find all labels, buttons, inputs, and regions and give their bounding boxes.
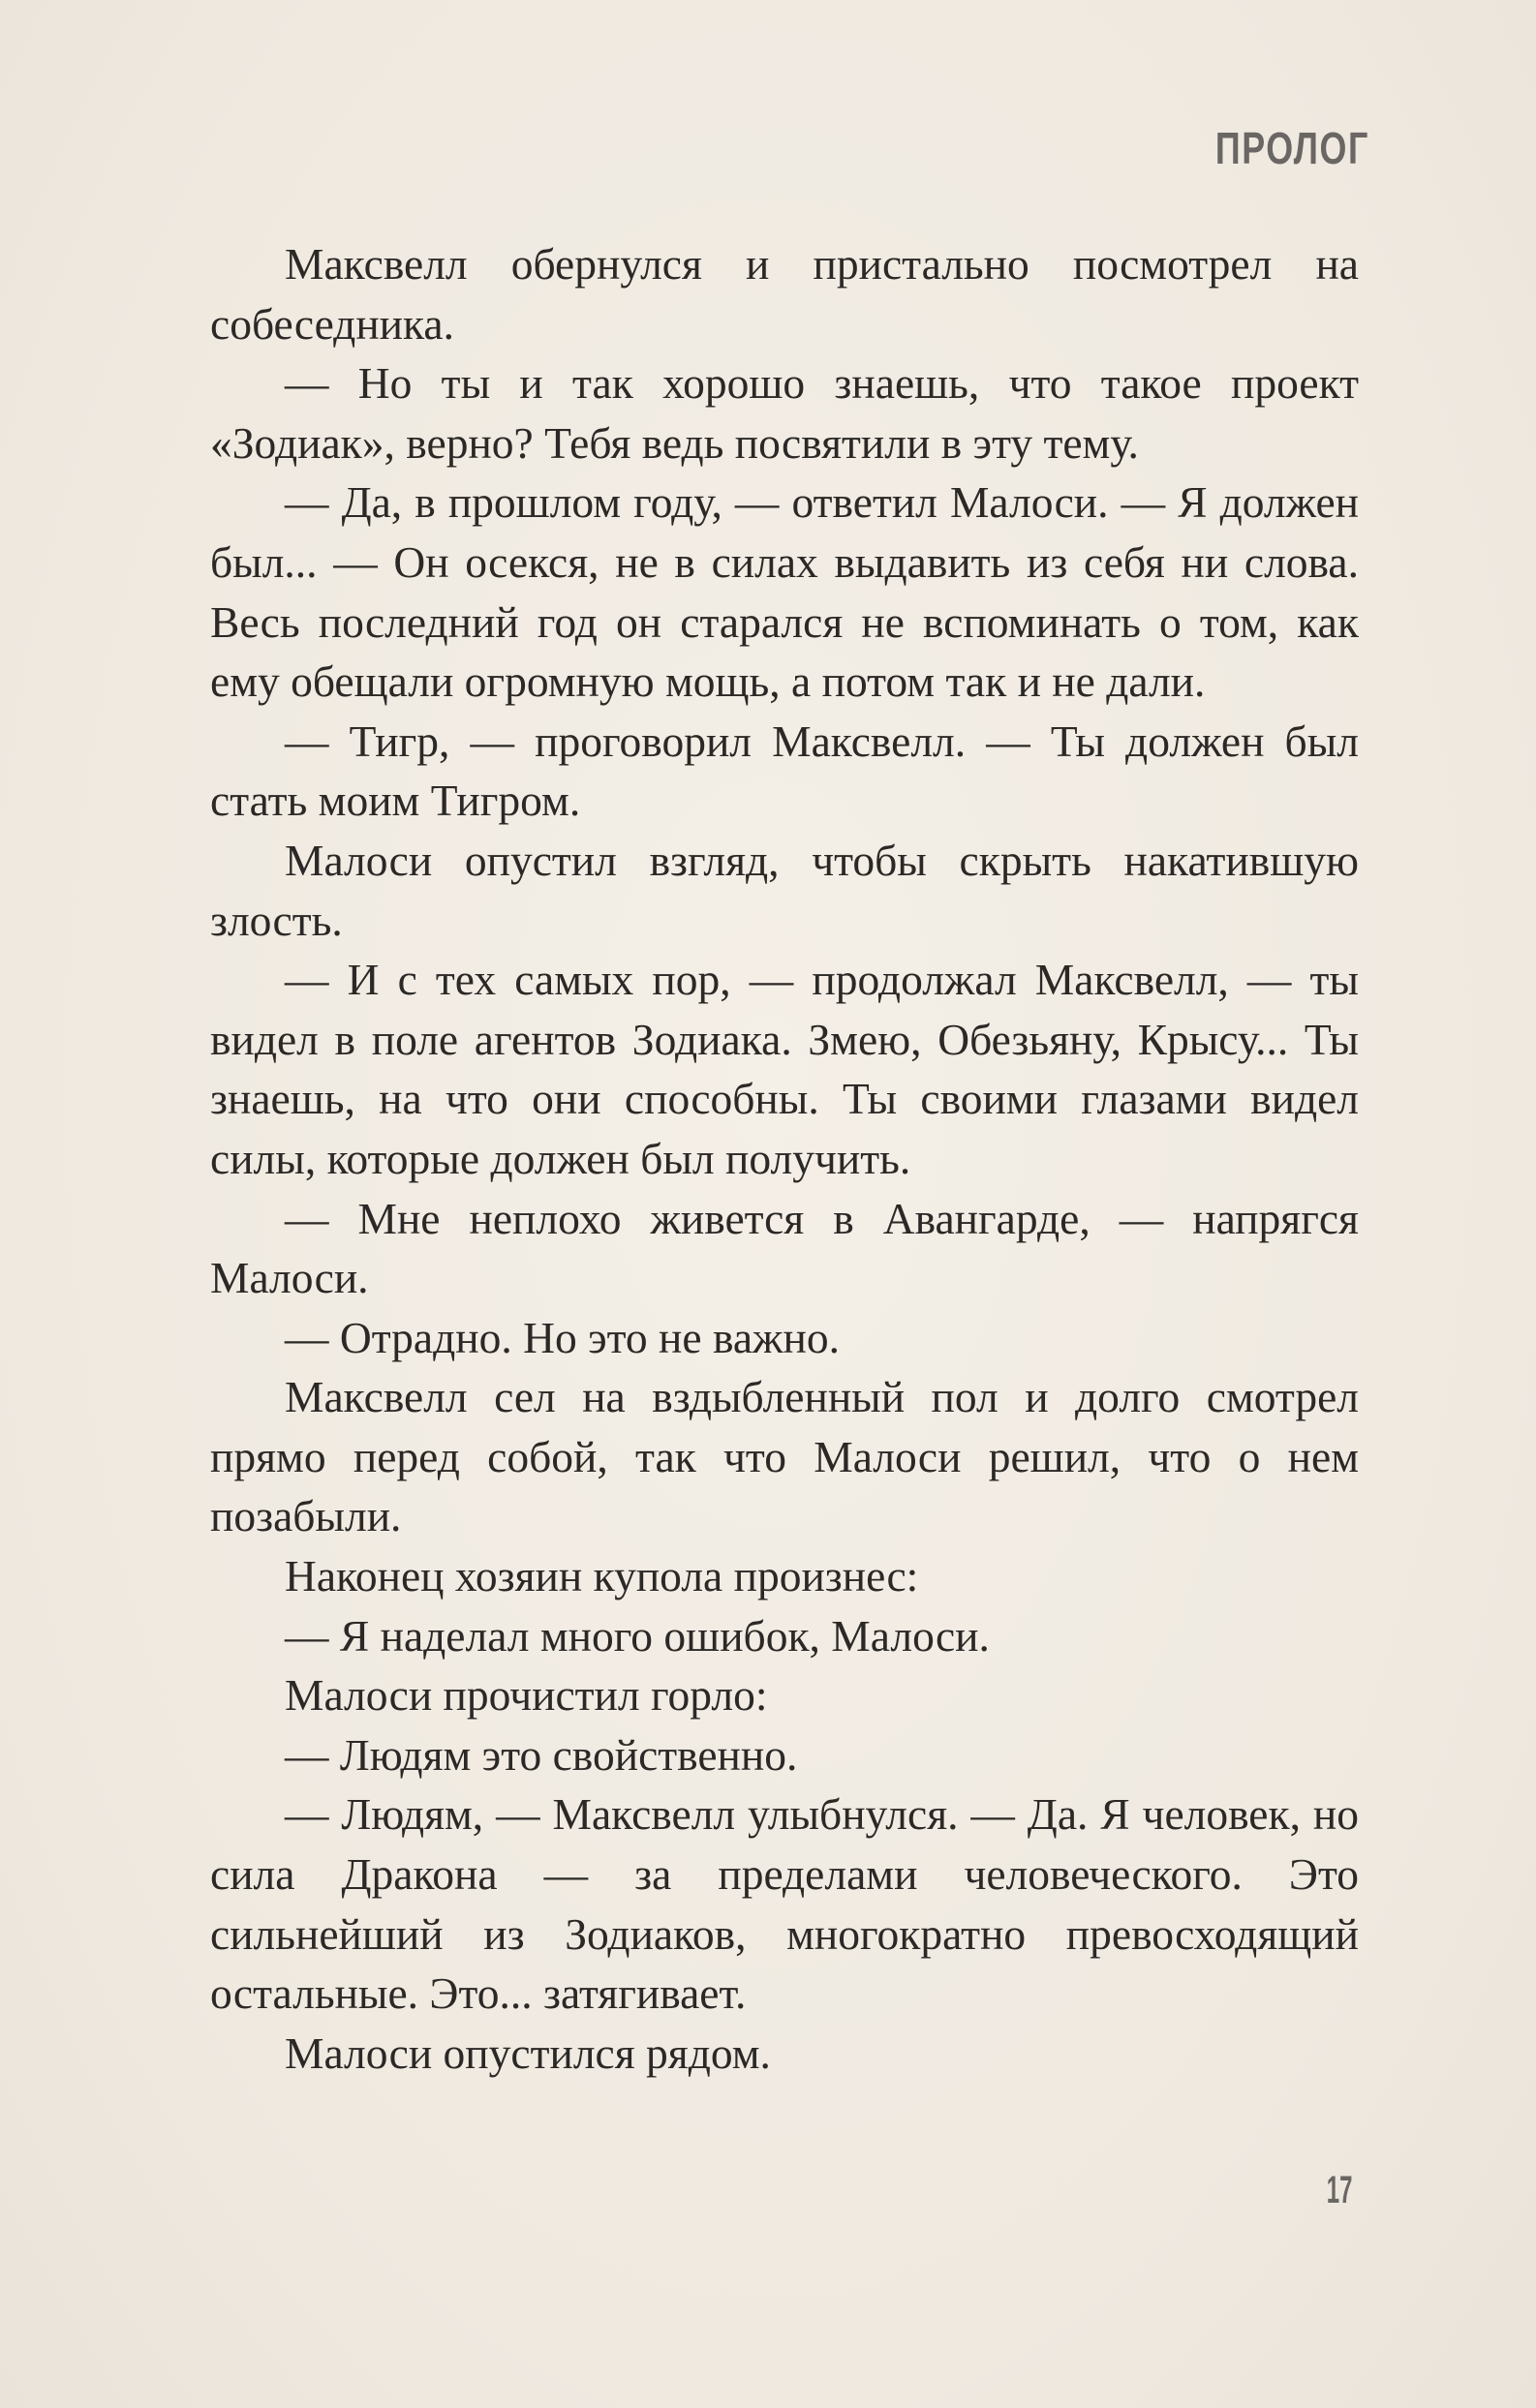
paragraph: Малоси прочистил горло: (285, 1670, 768, 1721)
running-head: ПРОЛОГ (1214, 123, 1369, 173)
paragraph: — Отрадно. Но это не важно. (285, 1312, 840, 1362)
paragraph: — Я наделал много ошибок, Малоси. (285, 1610, 990, 1661)
paragraph: Малоси опустился рядом. (285, 2027, 771, 2078)
paragraph: Максвелл сел на вздыбленный пол и долго смотрел прямо перед собой, так что Малоси решил, что о нем позабыли. (210, 1372, 1359, 1541)
paragraph: — Тигр, — проговорил Максвелл. — Ты должен был стать моим Тигром. (210, 716, 1359, 826)
paragraph: — Людям это свойственно. (285, 1729, 798, 1780)
paragraph: Малоси опустил взгляд, чтобы скрыть накатившую злость. (210, 835, 1359, 945)
paragraph: Максвелл обернулся и пристально посмотрел на собеседника. (210, 239, 1359, 349)
paragraph: — Да, в прошлом году, — ответил Малоси. — Я должен был... — Он осекся, не в силах выдавить из себя ни слова. Весь последний год он старался не вспоминать о том, как ему обещали огромную мощь, а потом так и не дали. (210, 477, 1359, 707)
paragraph: — Мне неплохо живется в Авангарде, — напрягся Малоси. (210, 1193, 1359, 1303)
paragraph: — И с тех самых пор, — продолжал Максвелл, — ты видел в поле агентов Зодиака. Змею, Обезьяну, Крысу... Ты знаешь, на что они способны. Ты своими глазами видел силы, которые должен был получить. (210, 955, 1359, 1183)
body-text (210, 234, 1359, 2083)
paragraph: — Но ты и так хорошо знаешь, что такое проект «Зодиак», верно? Тебя ведь посвятили в эту тему. (210, 358, 1359, 468)
paragraph: Наконец хозяин купола произнес: (285, 1551, 919, 1601)
page-number: 17 (1326, 2169, 1352, 2211)
paragraph: — Людям, — Максвелл улыбнулся. — Да. Я человек, но сила Дракона — за пределами человеческого. Это сильнейший из Зодиаков, многократно превосходящий остальные. Это... затягивает. (210, 1789, 1359, 2019)
